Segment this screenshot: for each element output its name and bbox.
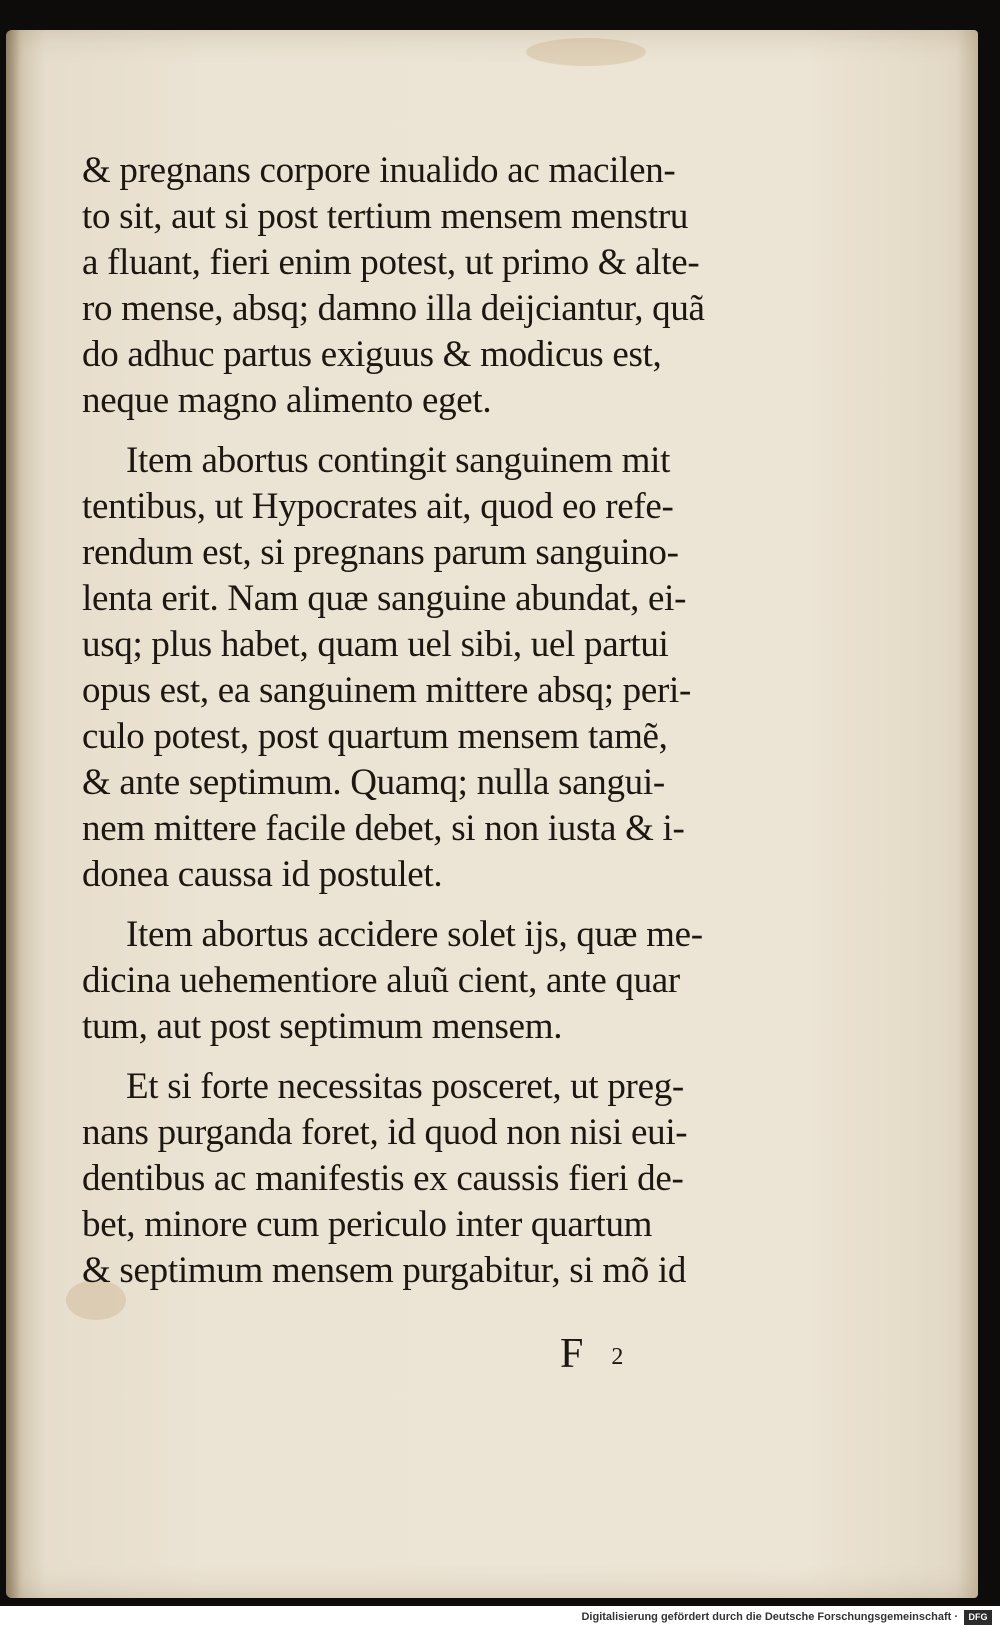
text-line: Item abortus contingit sanguinem mit <box>126 440 671 481</box>
text-line: donea caussa id postulet. <box>82 854 443 895</box>
text-line: Item abortus accidere solet ijs, quæ me- <box>126 914 703 955</box>
text-line: dicina uehementiore aluũ cient, ante quar <box>82 960 680 1001</box>
footer-bar <box>0 1606 1000 1630</box>
text-line: bet, minore cum periculo inter quartum <box>82 1204 653 1245</box>
dfg-logo-icon: DFG <box>964 1610 992 1625</box>
body-text <box>82 148 782 1308</box>
paragraph <box>82 148 782 424</box>
paragraph <box>82 912 782 1050</box>
text-line: Et si forte necessitas posceret, ut preg- <box>126 1066 684 1107</box>
text-line: lenta erit. Nam quæ sanguine abundat, ei- <box>82 578 687 619</box>
text-line: ro mense, absq; damno illa deijciantur, quã <box>82 288 705 329</box>
page-stain <box>526 38 646 66</box>
text-line: rendum est, si pregnans parum sanguino- <box>82 532 679 573</box>
signature-letter: F <box>560 1331 584 1377</box>
text-line: tum, aut post septimum mensem. <box>82 1006 563 1047</box>
text-line: nem mittere facile debet, si non iusta & i- <box>82 808 685 849</box>
signature-number: 2 <box>611 1343 624 1370</box>
funding-notice: Digitalisierung gefördert durch die Deutsche Forschungsgemeinschaft · <box>581 1611 958 1623</box>
text-line: usq; plus habet, quam uel sibi, uel partui <box>82 624 669 665</box>
paragraph <box>82 1064 782 1294</box>
paragraph <box>82 438 782 898</box>
text-line: to sit, aut si post tertium mensem menstru <box>82 196 689 237</box>
text-line: & pregnans corpore inualido ac macilen- <box>82 150 676 191</box>
text-line: dentibus ac manifestis ex caussis fieri de- <box>82 1158 684 1199</box>
text-line: do adhuc partus exiguus & modicus est, <box>82 334 662 375</box>
text-line: a fluant, fieri enim potest, ut primo & alte- <box>82 242 700 283</box>
text-line: & ante septimum. Quamq; nulla sangui- <box>82 762 665 803</box>
text-line: opus est, ea sanguinem mittere absq; peri- <box>82 670 692 711</box>
text-line: neque magno alimento eget. <box>82 380 492 421</box>
text-line: & septimum mensem purgabitur, si mõ id <box>82 1250 687 1291</box>
text-line: tentibus, ut Hypocrates ait, quod eo refe- <box>82 486 674 527</box>
text-line: culo potest, post quartum mensem tamẽ, <box>82 716 668 757</box>
text-line: nans purganda foret, id quod non nisi eui- <box>82 1112 688 1153</box>
signature-mark <box>560 1330 623 1378</box>
